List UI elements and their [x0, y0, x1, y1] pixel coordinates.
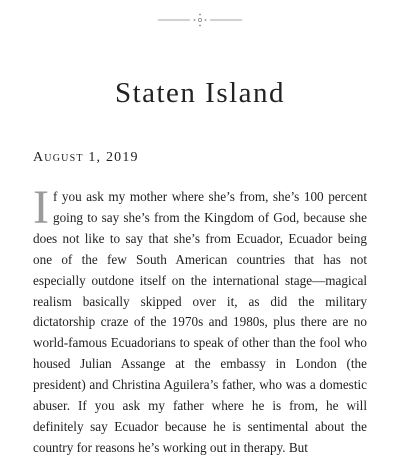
body-paragraph — [33, 181, 367, 459]
entry-date: August 1, 2019 — [33, 150, 139, 165]
chapter-title: Staten Island — [114, 77, 286, 109]
drop-cap: I — [33, 181, 49, 234]
chapter-ornament — [0, 10, 400, 30]
body-text: f you ask my mother where she’s from, she’s 100 percent going to say she’s from the Kingdom of God, because she does not like to say that she’s from Ecuador, Ecuador being one of the few South American countries that has not especially outdone itself on the international stage—magical realism basically skipped over it, as did the military dictatorship craze of the 1970s and 1980s, plus there are no world-famous Ecuadorians to speak of other than the fool who housed Julian Assange at the embassy in London (the president) and Christina Aguilera’s father, who was a domestic abuser. If you ask my father where he is from, he will definitely say Ecuador because he is sentimental about the country for reasons he’s working out in therapy. But — [33, 189, 367, 455]
ornament-divider-icon — [155, 10, 245, 30]
